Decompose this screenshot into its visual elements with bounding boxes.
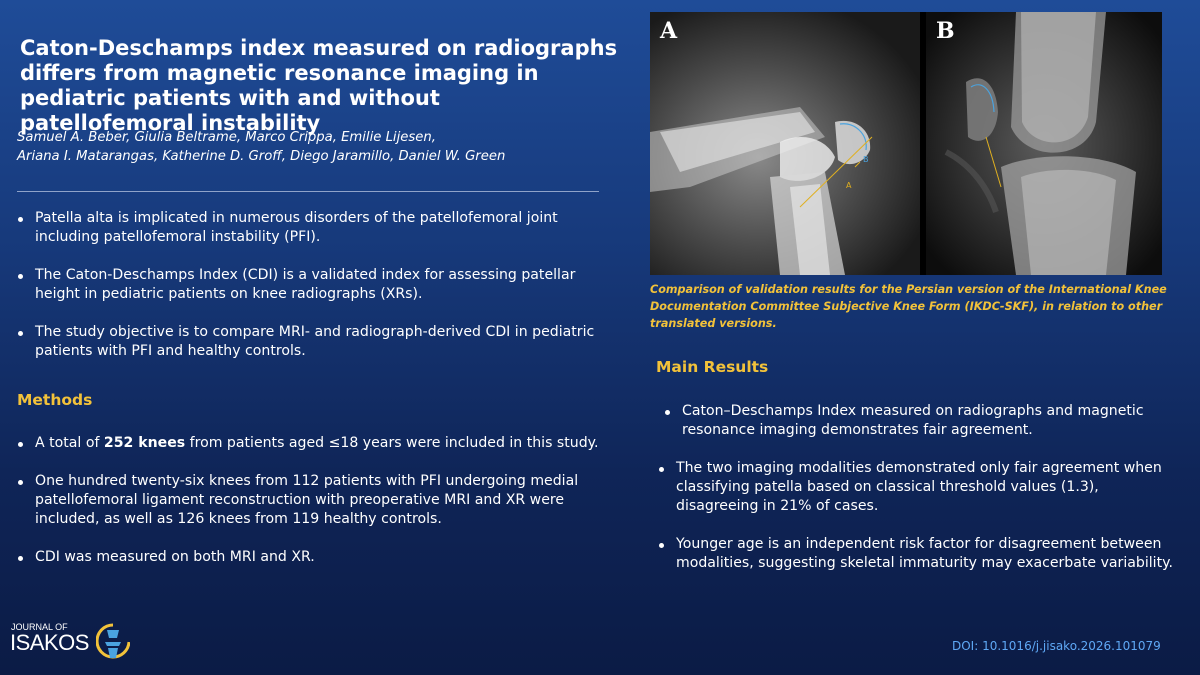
section-divider	[17, 191, 599, 192]
isakos-emblem-icon	[96, 622, 130, 662]
intro-bullet: Patella alta is implicated in numerous disorders of the patellofemoral joint including patellofemoral instability (PFI).	[17, 209, 607, 247]
tibia-marker-a: A	[846, 181, 852, 190]
main-results-heading: Main Results	[656, 358, 769, 376]
author-list	[17, 128, 617, 166]
intro-bullet-list	[17, 209, 607, 361]
figure-caption: Comparison of validation results for the Persian version of the International Knee Documentation Committee Subjective Knee Form (IKDC-SKF), in relation to other translated versions.	[650, 283, 1167, 330]
radiograph-panel	[650, 12, 920, 275]
patella-marker-b: B	[863, 155, 869, 164]
knee-imaging-figure	[650, 12, 1162, 275]
methods-bullet-text: from patients aged ≤18 years were included in this study.	[185, 435, 599, 451]
journal-logo	[10, 620, 130, 664]
methods-heading: Methods	[17, 391, 93, 409]
panel-a-label: A	[660, 18, 678, 44]
author-line-2: Ariana I. Matarangas, Katherine D. Groff, Diego Jaramillo, Daniel W. Green	[17, 149, 506, 164]
results-bullet-list	[664, 402, 1184, 573]
doi-link[interactable]: DOI: 10.1016/j.jisako.2026.101079	[952, 639, 1161, 653]
knee-mri-image	[926, 12, 1162, 275]
mri-panel	[926, 12, 1162, 275]
journal-logo-line1: JOURNAL OF	[11, 622, 68, 632]
knee-radiograph-image	[650, 12, 920, 275]
journal-logo-line2: ISAKOS	[10, 630, 89, 655]
results-bullet: Younger age is an independent risk factor for disagreement between modalities, suggesting skeletal immaturity may exacerbate variability.	[658, 535, 1184, 573]
poster-title: Caton-Deschamps index measured on radiographs differs from magnetic resonance imaging in pediatric patients with and without patellofemoral instability	[20, 36, 618, 135]
results-bullet: Caton–Deschamps Index measured on radiographs and magnetic resonance imaging demonstrates fair agreement.	[664, 402, 1184, 440]
knee-count: 252 knees	[103, 435, 186, 451]
author-line-1: Samuel A. Beber, Giulia Beltrame, Marco Crippa, Emilie Lijesen,	[17, 130, 436, 145]
methods-bullet	[17, 434, 607, 453]
intro-bullet: The Caton-Deschamps Index (CDI) is a validated index for assessing patellar height in pediatric patients on knee radiographs (XRs).	[17, 266, 607, 304]
panel-b-label: B	[936, 18, 955, 44]
methods-bullet-text: A total of	[35, 435, 104, 451]
intro-bullet: The study objective is to compare MRI- and radiograph-derived CDI in pediatric patients with PFI and healthy controls.	[17, 323, 607, 361]
results-bullet: The two imaging modalities demonstrated only fair agreement when classifying patella based on classical threshold values (1.3), disagreeing in 21% of cases.	[658, 459, 1184, 516]
methods-bullet: CDI was measured on both MRI and XR.	[17, 548, 607, 567]
methods-bullet-list	[17, 434, 607, 567]
methods-bullet: One hundred twenty-six knees from 112 patients with PFI undergoing medial patellofemoral ligament reconstruction with preoperative MRI and XR were included, as well as 126 knees from 119 healthy controls.	[17, 472, 607, 529]
